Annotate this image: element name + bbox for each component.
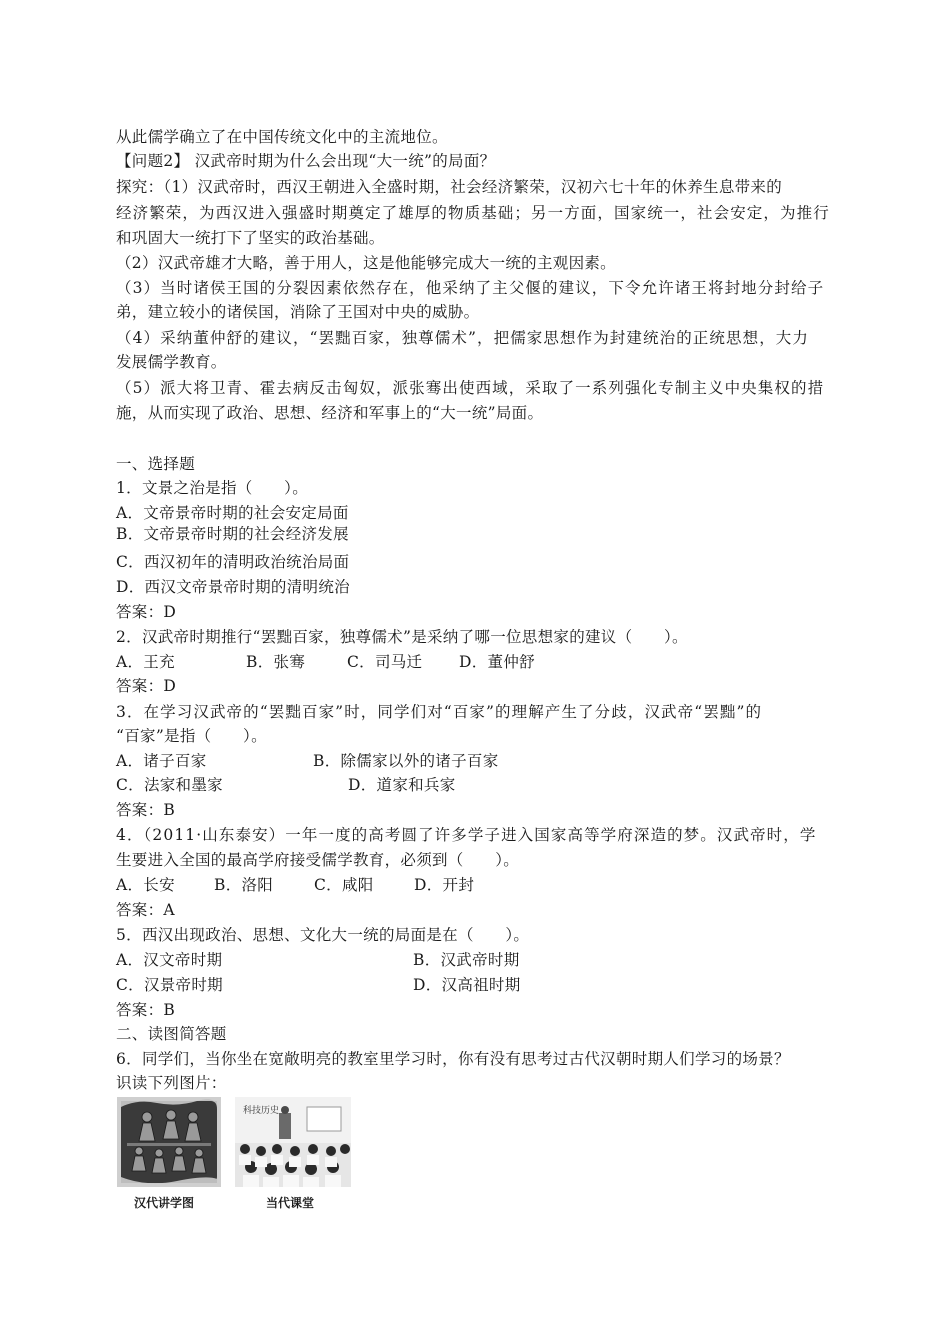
q1-option-c: C．西汉初年的清明政治统治局面 [116, 553, 350, 571]
q1-option-b: B．文帝景帝时期的社会经济发展 [116, 525, 349, 543]
q1-stem: 1．文景之治是指（ ）。 [116, 479, 309, 497]
q3-option-a: A．诸子百家 [116, 752, 207, 770]
q4-option-b: B．洛阳 [214, 876, 274, 894]
intro-line: 从此儒学确立了在中国传统文化中的主流地位。 [116, 128, 448, 146]
q2-option-a: A．王充 [116, 653, 175, 671]
q4-stem-line-2: 生要进入全国的最高学府接受儒学教育，必须到（ ）。 [116, 851, 520, 869]
explore-point-4-line-1: （4）采纳董仲舒的建议，“罢黜百家，独尊儒术”，把儒家思想作为封建统治的正统思想，大力 [116, 329, 810, 347]
q5-option-a: A．汉文帝时期 [116, 951, 223, 969]
q3-answer: 答案：B [116, 801, 176, 819]
q3-option-d: D．道家和兵家 [348, 776, 456, 794]
classroom-sign-text: 科技历史 [243, 1106, 280, 1116]
q5-option-b: B．汉武帝时期 [413, 951, 520, 969]
han-lecture-image [117, 1097, 221, 1187]
modern-classroom-caption: 当代课堂 [266, 1196, 315, 1210]
q5-stem: 5．西汉出现政治、思想、文化大一统的局面是在（ ）。 [116, 926, 530, 944]
q2-stem: 2．汉武帝时期推行“罢黜百家，独尊儒术”是采纳了哪一位思想家的建议（ ）。 [116, 628, 688, 646]
q4-stem-line-1: 4．（2011·山东泰安）一年一度的高考圆了许多学子进入国家高等学府深造的梦。汉武帝时，学 [116, 826, 817, 844]
q1-answer: 答案：D [116, 603, 177, 621]
q2-answer: 答案：D [116, 677, 177, 695]
q4-option-c: C．咸阳 [314, 876, 374, 894]
q6-stem-line-1: 6．同学们，当你坐在宽敞明亮的教室里学习时，你有没有思考过古代汉朝时期人们学习的场景？ [116, 1050, 790, 1068]
q5-option-d: D．汉高祖时期 [413, 976, 521, 994]
q2-option-d: D．董仲舒 [459, 653, 535, 671]
q5-answer: 答案：B [116, 1001, 176, 1019]
explore-point-5-line-1: （5）派大将卫青、霍去病反击匈奴，派张骞出使西域，采取了一系列强化专制主义中央集权的措 [116, 379, 825, 397]
modern-classroom-image [235, 1097, 351, 1187]
q2-option-b: B．张骞 [246, 653, 306, 671]
q6-stem-line-2: 识读下列图片： [116, 1074, 227, 1092]
q1-option-d: D．西汉文帝景帝时期的清明统治 [116, 578, 350, 596]
explore-line-2: 经济繁荣，为西汉进入强盛时期奠定了雄厚的物质基础；另一方面，国家统一，社会安定，为推行 [116, 204, 830, 222]
explore-point-4-line-2: 发展儒学教育。 [116, 353, 227, 371]
explore-point-3-line-2: 弟，建立较小的诸侯国，消除了王国对中央的威胁。 [116, 303, 480, 321]
section2-title: 二、读图简答题 [116, 1025, 227, 1043]
q4-option-d: D．开封 [414, 876, 475, 894]
explore-point-2: （2）汉武帝雄才大略，善于用人，这是他能够完成大一统的主观因素。 [116, 254, 616, 272]
explore-line-1: 探究：（1）汉武帝时，西汉王朝进入全盛时期，社会经济繁荣，汉初六七十年的休养生息带来的 [116, 178, 783, 196]
q3-stem-line-1: 3．在学习汉武帝的“罢黜百家”时，同学们对“百家”的理解产生了分歧，汉武帝“罢黜”的 [116, 703, 763, 721]
q4-option-a: A．长安 [116, 876, 175, 894]
q4-answer: 答案：A [116, 901, 175, 919]
q1-option-a: A．文帝景帝时期的社会安定局面 [116, 504, 349, 522]
explore-point-5-line-2: 施，从而实现了政治、思想、经济和军事上的“大一统”局面。 [116, 404, 544, 422]
q5-option-c: C．汉景帝时期 [116, 976, 223, 994]
section1-title: 一、选择题 [116, 455, 196, 473]
han-lecture-caption: 汉代讲学图 [134, 1196, 195, 1210]
question2-title: 【问题2】 汉武帝时期为什么会出现“大一统”的局面？ [116, 152, 496, 170]
explore-point-3-line-1: （3）当时诸侯王国的分裂因素依然存在，他采纳了主父偃的建议，下令允许诸王将封地分封给子 [116, 279, 825, 297]
q2-option-c: C．司马迁 [347, 653, 423, 671]
q3-stem-line-2: “百家”是指（ ）。 [116, 727, 267, 745]
explore-line-3: 和巩固大一统打下了坚实的政治基础。 [116, 229, 385, 247]
q3-option-c: C．法家和墨家 [116, 776, 223, 794]
q3-option-b: B．除儒家以外的诸子百家 [313, 752, 499, 770]
